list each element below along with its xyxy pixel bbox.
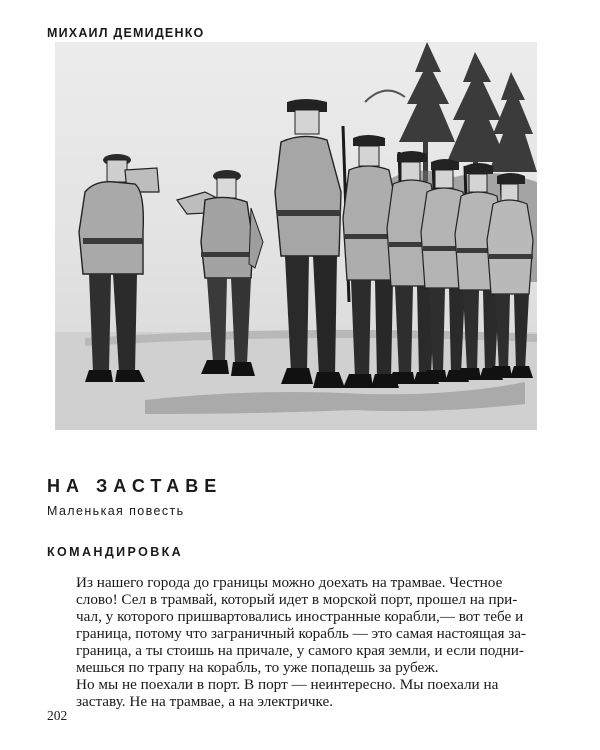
illustration-soldiers-saluting — [55, 42, 537, 430]
text-line: слово! Сел в трамвай, который идет в морской порт, прошел на при- — [76, 591, 518, 608]
story-subtitle: Маленькая повесть — [47, 504, 185, 518]
paragraph-2 — [47, 676, 555, 710]
text-line: мешься по трапу на корабль, то уже попадешь за рубеж. — [76, 659, 439, 676]
text-line: Но мы не поехали в порт. В порт — неинтересно. Мы поехали на — [76, 676, 499, 693]
body-text — [47, 574, 555, 710]
text-line: Из нашего города до границы можно доехать на трамвае. Честное — [76, 574, 503, 591]
text-line: граница, потому что заграничный корабль — это самая настоящая за- — [76, 625, 527, 642]
story-title: НА ЗАСТАВЕ — [47, 476, 223, 496]
text-line: чал, у которого пришвартовались иностранные корабли,— вот тебе и — [76, 608, 524, 625]
page-number: 202 — [47, 708, 68, 723]
paragraph-1 — [47, 574, 555, 676]
text-line: заставу. Не на трамвае, а на электричке. — [76, 693, 334, 710]
author-name: МИХАИЛ ДЕМИДЕНКО — [47, 26, 205, 40]
chapter-heading: КОМАНДИРОВКА — [47, 545, 184, 559]
text-line: граница, а ты стоишь на причале, у самого края земли, и если подни- — [76, 642, 524, 659]
